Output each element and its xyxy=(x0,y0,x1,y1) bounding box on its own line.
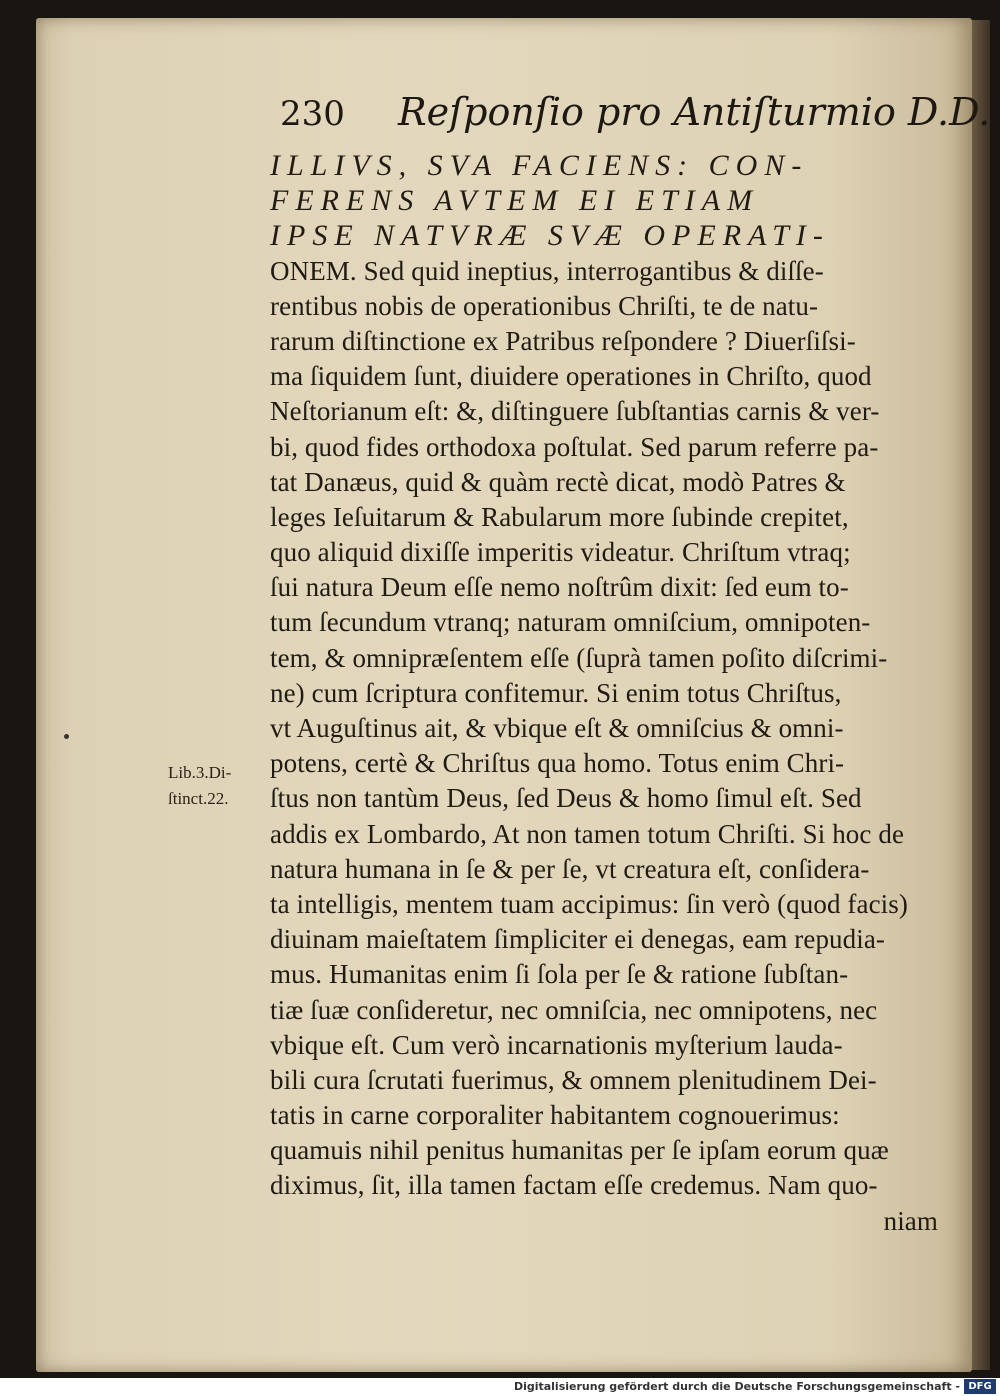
text-line: tum ſecundum vtranq; naturam omniſcium, omnipoten- xyxy=(270,607,871,638)
text-line: mus. Humanitas enim ſi ſola per ſe & ratione ſubſtan- xyxy=(270,959,849,990)
text-line: rentibus nobis de operationibus Chriſti, te de natu- xyxy=(270,290,819,321)
text-line: vt Auguſtinus ait, & vbique eſt & omniſcius & omni- xyxy=(270,713,844,743)
text-line: ILLIVS, SVA FACIENS: CON- xyxy=(270,149,809,182)
body-text xyxy=(270,148,950,1239)
running-title: Reſponſio pro Antiſturmio D.D. xyxy=(398,90,991,134)
text-line: rarum diſtinctione ex Patribus reſpondere ? Diuerſiſsi- xyxy=(270,325,856,356)
catchword: niam xyxy=(883,1205,938,1236)
text-line: natura humana in ſe & per ſe, vt creatura eſt, conſidera- xyxy=(270,853,870,884)
text-line: tatis in carne corporaliter habitantem cognouerimus: xyxy=(270,1100,840,1131)
page-number: 230 xyxy=(280,94,345,134)
dfg-logo: DFG xyxy=(964,1379,996,1394)
text-line: bili cura ſcrutati fuerimus, & omnem plenitudinem Dei- xyxy=(270,1064,877,1095)
text-line: ma ſiquidem ſunt, diuidere operationes in Chriſto, quod xyxy=(270,361,872,392)
text-line: tem, & omnipræſentem eſſe (ſuprà tamen poſito diſcrimi- xyxy=(270,642,888,673)
page-header xyxy=(280,88,991,144)
text-line: diximus, ſit, illa tamen factam eſſe credemus. Nam quo- xyxy=(270,1170,878,1201)
margin-note xyxy=(168,760,268,812)
text-line: ONEM. Sed quid ineptius, interrogantibus & diſſe- xyxy=(270,255,824,286)
text-line: leges Ieſuitarum & Rabularum more ſubinde crepitet, xyxy=(270,501,849,532)
funding-credit: Digitalisierung gefördert durch die Deutsche Forschungsgemeinschaft - xyxy=(513,1380,960,1393)
text-line: Neſtorianum eſt: &, diſtinguere ſubſtantias carnis & ver- xyxy=(270,396,880,427)
text-line: ta intelligis, mentem tuam accipimus: ſin verò (quod facis) xyxy=(270,888,908,919)
text-line: vbique eſt. Cum verò incarnationis myſterium lauda- xyxy=(270,1029,843,1060)
margin-note-line: Lib.3.Di- xyxy=(168,763,232,782)
text-line: diuinam maieſtatem ſimpliciter ei denegas, eam repudia- xyxy=(270,924,886,955)
footer-bar xyxy=(0,1378,1000,1396)
text-line: quamuis nihil penitus humanitas per ſe ipſam eorum quæ xyxy=(270,1135,889,1166)
text-line: tiæ ſuæ conſideretur, nec omniſcia, nec omnipotens, nec xyxy=(270,994,878,1025)
page-edge xyxy=(972,20,990,1370)
ink-speck xyxy=(64,734,69,739)
margin-note-line: ſtinct.22. xyxy=(168,789,229,808)
text-line: bi, quod fides orthodoxa poſtulat. Sed parum referre pa- xyxy=(270,431,879,462)
text-line: FERENS AVTEM EI ETIAM xyxy=(270,184,760,218)
text-line: IPSE NATVRÆ SVÆ OPERATI- xyxy=(270,219,830,253)
text-line: tat Danæus, quid & quàm rectè dicat, modò Patres & xyxy=(270,466,846,497)
text-line: ſtus non tantùm Deus, ſed Deus & homo ſimul eſt. Sed xyxy=(270,783,862,814)
text-line: ne) cum ſcriptura confitemur. Si enim totus Chriſtus, xyxy=(270,677,842,708)
text-line: addis ex Lombardo, At non tamen totum Chriſti. Si hoc de xyxy=(270,818,905,849)
text-line: ſui natura Deum eſſe nemo noſtrûm dixit: ſed eum to- xyxy=(270,572,849,603)
text-line: potens, certè & Chriſtus qua homo. Totus enim Chri- xyxy=(270,748,845,779)
text-line: quo aliquid dixiſſe imperitis videatur. Chriſtum vtraq; xyxy=(270,537,851,568)
